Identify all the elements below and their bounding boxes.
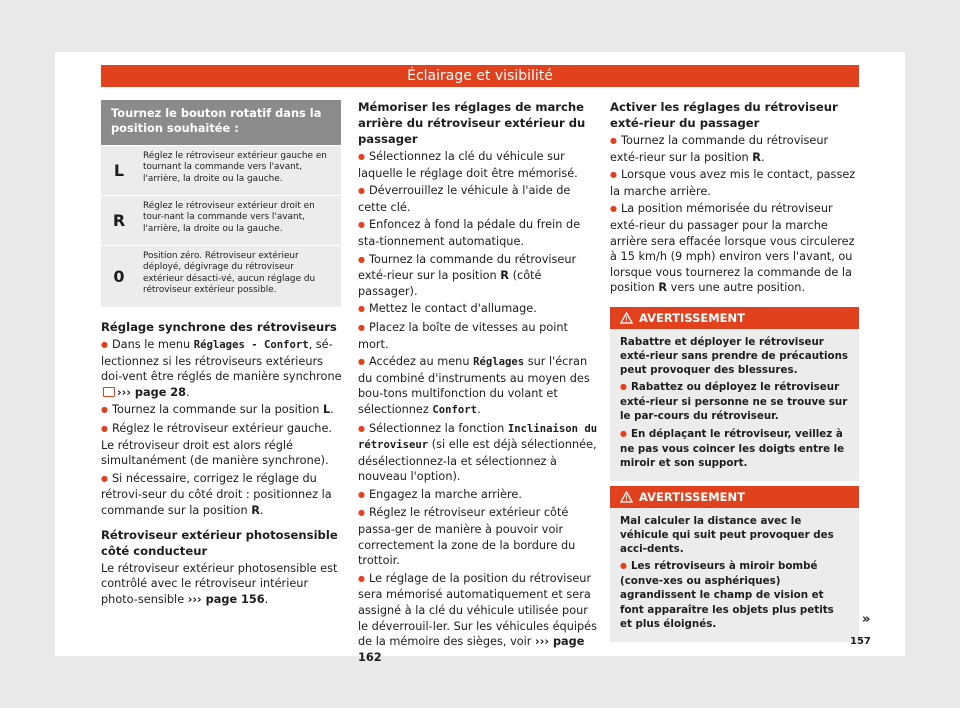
position-key: R — [752, 150, 761, 164]
column-3 — [610, 99, 859, 298]
text: vers une autre position. — [667, 281, 806, 295]
list-item: ● Engagez la marche arrière. — [358, 487, 600, 504]
text: Tournez la commande du rétroviseur exté-rieur sur la position — [358, 252, 577, 283]
paragraph: Le rétroviseur extérieur photosensible est contrôlé avec le rétroviseur intérieur photo-sensible ››› page 156. — [101, 561, 338, 606]
list-item: ● Mettez le contact d'allumage. — [358, 301, 600, 318]
list-item: ● Réglez le rétroviseur extérieur côté passa-ger de manière à pouvoir voir correctement la zone de la bordure du trottoir. — [358, 505, 600, 568]
position-key: R — [251, 503, 260, 517]
list-item: ● Réglez le rétroviseur extérieur gauche. Le rétroviseur droit est alors réglé simultanément (de manière synchrone). — [101, 421, 344, 469]
table-key: 0 — [113, 267, 125, 286]
warning-body — [610, 329, 859, 481]
text: Le réglage de la position du rétroviseur sera mémorisé automatiquement et sera assigné à la clé du véhicule utilisée pour le déverrouil-ler. Sur les véhicules équipés de la mémoire des sièges, voir — [358, 571, 598, 649]
column-2 — [358, 99, 600, 667]
table-text: Position zéro. Rétroviseur extérieur déployé, dégivrage du rétroviseur extérieur désacti-vé, aucun réglage du rétroviseur extérieur possible. — [143, 251, 316, 295]
warning-header — [610, 486, 859, 508]
section-heading: Rétroviseur extérieur photosensible côté conducteur — [101, 527, 338, 558]
column-1 — [101, 316, 344, 609]
list-item — [358, 571, 600, 666]
section-heading: Réglage synchrone des rétroviseurs — [101, 320, 337, 334]
list-item — [610, 201, 859, 296]
list-item: ● Placez la boîte de vitesses au point mort. — [358, 320, 600, 352]
list-item: ● Accédez au menu Réglages sur l'écran du combiné d'instruments au moyen des bou-tons multifonction du volant et sélectionnez Confort. — [358, 354, 600, 418]
menu-path: Réglages - Confort — [193, 339, 309, 351]
list-item: ● Dans le menu Réglages - Confort, sé-lectionnez si les rétroviseurs extérieurs doi-vent être réglés de manière synchrone ››› page 28. — [101, 337, 344, 400]
position-key: R — [658, 281, 668, 295]
table-key: L — [113, 161, 125, 180]
page-link[interactable]: ››› page 162 — [358, 635, 585, 664]
section-heading: Mémoriser les réglages de marche arrière du rétroviseur extérieur du passager — [358, 100, 586, 146]
table-key: R — [112, 211, 126, 230]
text: Tournez la commande sur la position — [111, 403, 323, 417]
continue-marker: » — [862, 612, 871, 627]
menu-path: Inclinaison du rétroviseur — [358, 422, 598, 452]
menu-path: Réglages — [473, 356, 525, 369]
table-row — [101, 195, 341, 245]
list-item: ● Tournez la commande sur la position L. — [101, 402, 344, 419]
text: Accédez au menu — [368, 355, 474, 369]
list-item: ● Si nécessaire, corrigez le réglage du rétrovi-seur du côté droit : positionnez la commande sur la position R. — [101, 471, 344, 519]
text: Si nécessaire, corrigez le réglage du rétrovi-seur du côté droit : positionnez la commande sur la position — [101, 471, 332, 517]
table-heading: Tournez le bouton rotatif dans la position souhaitée : — [101, 100, 341, 145]
warning-title: AVERTISSEMENT — [639, 311, 746, 325]
text: (côté passager). — [358, 269, 542, 298]
page-link[interactable]: ››› page 28 — [117, 385, 187, 399]
page-title: Éclairage et visibilité — [101, 65, 859, 87]
text: Le rétroviseur extérieur photosensible est contrôlé avec le rétroviseur intérieur photo-sensible — [101, 561, 338, 606]
text: sur l'écran du combiné d'instruments au moyen des bou-tons multifonction du volant et sélectionnez — [358, 355, 590, 416]
warning-title: AVERTISSEMENT — [639, 490, 746, 504]
list-item: ● Tournez la commande du rétroviseur exté-rieur sur la position R. — [610, 133, 859, 165]
list-item: ● Sélectionnez la clé du véhicule sur laquelle le réglage doit être mémorisé. — [358, 149, 600, 181]
position-key: L — [322, 403, 331, 417]
list-item: ● En déplaçant le rétroviseur, veillez à ne pas vous coincer les doigts entre le miroir et son support. — [620, 427, 849, 470]
text: Tournez la commande du rétroviseur exté-rieur sur la position — [610, 134, 829, 164]
warning-triangle-icon — [620, 312, 633, 324]
warning-triangle-icon — [620, 491, 633, 503]
table-text: Réglez le rétroviseur extérieur gauche en tournant la commande vers l'avant, l'arrière, la droite ou la gauche. — [143, 151, 327, 184]
warning-box — [610, 307, 859, 481]
text: Dans le menu — [111, 338, 194, 351]
warning-box — [610, 486, 859, 642]
position-key: R — [500, 269, 509, 283]
text: Sélectionnez la fonction — [368, 421, 508, 435]
list-item — [358, 252, 600, 300]
warning-text: Rabattre et déployer le rétroviseur exté-rieur sans prendre de précautions peut provoquer des blessures. — [620, 336, 849, 377]
page-number: 157 — [850, 636, 871, 647]
page-link[interactable]: ››› page 156 — [187, 592, 265, 606]
list-item: ● Enfoncez à fond la pédale du frein de sta-tionnement automatique. — [358, 217, 600, 249]
list-item — [358, 421, 600, 485]
text: (si elle est déjà sélectionnée, désélectionnez-la et sélectionnez à nouveau l'option). — [358, 438, 597, 484]
list-item: ● Rabattez ou déployez le rétroviseur exté-rieur si personne ne se trouve sur le par-cours du rétroviseur. — [620, 380, 849, 423]
list-item: ● Lorsque vous avez mis le contact, passez la marche arrière. — [610, 167, 859, 199]
table-row — [101, 145, 341, 195]
menu-path: Confort — [432, 403, 478, 416]
warning-header — [610, 307, 859, 329]
rotary-knob-table — [101, 100, 341, 307]
table-text: Réglez le rétroviseur extérieur droit en tour-nant la commande vers l'avant, l'arrière, la droite ou la gauche. — [143, 201, 315, 234]
list-item: ● Déverrouillez le véhicule à l'aide de cette clé. — [358, 183, 600, 215]
section-heading: Activer les réglages du rétroviseur exté-rieur du passager — [610, 100, 838, 130]
book-icon — [103, 387, 115, 397]
text: La position mémorisée du rétroviseur exté-rieur du passager pour la marche arrière sera effacée lorsque vous circulerez à 15 km/h (9 mph) environ vers l'avant, ou lorsque vous tournerez la commande de la position — [610, 202, 855, 295]
text: , sé-lectionnez si les rétroviseurs extérieurs doi-vent être réglés de manière synchrone — [101, 338, 342, 384]
warning-body — [610, 508, 859, 642]
list-item: ● Les rétroviseurs à miroir bombé (conve-xes ou asphériques) agrandissent le champ de vision et font apparaître les objets plus petits et plus éloignés. — [620, 559, 849, 630]
table-row — [101, 245, 341, 307]
warning-text: Mal calculer la distance avec le véhicule qui suit peut provoquer des acci-dents. — [620, 515, 834, 556]
